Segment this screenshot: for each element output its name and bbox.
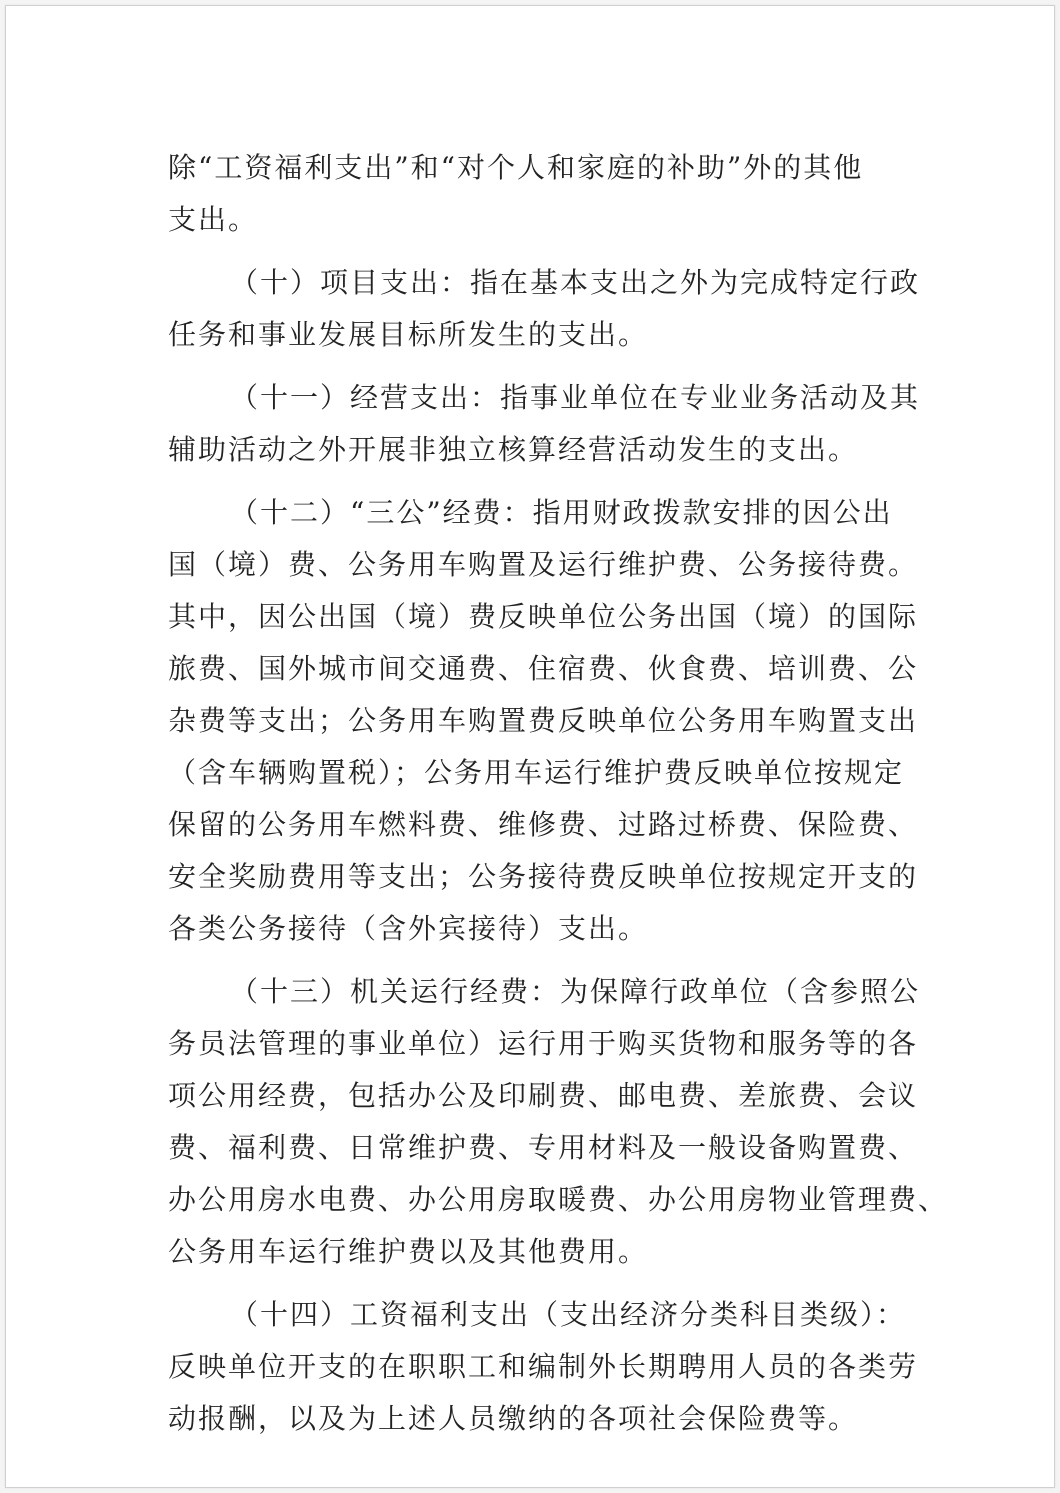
text-line: （十）项目支出：指在基本支出之外为完成特定行政: [230, 266, 921, 299]
paragraph: [168, 966, 949, 1278]
text-line: 反映单位开支的在职职工和编制外长期聘用人员的各类劳: [168, 1350, 919, 1383]
paragraph: [168, 257, 928, 361]
text-line: （十四）工资福利支出（支出经济分类科目类级）：: [230, 1298, 907, 1331]
paragraph: [168, 1289, 928, 1445]
text-line: 动报酬，以及为上述人员缴纳的各项社会保险费等。: [168, 1402, 859, 1435]
paragraph: [168, 142, 928, 246]
paragraph: [168, 372, 928, 476]
text-line: 任务和事业发展目标所发生的支出。: [168, 318, 649, 351]
text-line: （含车辆购置税）；公务用车运行维护费反映单位按规定: [168, 756, 905, 789]
text-line: 辅助活动之外开展非独立核算经营活动发生的支出。: [168, 433, 859, 466]
text-line: （十三）机关运行经费：为保障行政单位（含参照公: [230, 975, 921, 1008]
text-line: 旅费、国外城市间交通费、住宿费、伙食费、培训费、公: [168, 652, 919, 685]
text-line: 公务用车运行维护费以及其他费用。: [168, 1235, 649, 1268]
text-line: 除“工资福利支出”和“对个人和家庭的补助”外的其他: [168, 151, 864, 184]
paragraph: [168, 487, 928, 955]
text-line: 其中，因公出国（境）费反映单位公务出国（境）的国际: [168, 600, 919, 633]
text-line: 安全奖励费用等支出；公务接待费反映单位按规定开支的: [168, 860, 919, 893]
text-line: （十二）“三公”经费：指用财政拨款安排的因公出: [230, 496, 893, 529]
document-page: [5, 5, 1055, 1488]
text-line: （十一）经营支出：指事业单位在专业业务活动及其: [230, 381, 921, 414]
text-line: 费、福利费、日常维护费、专用材料及一般设备购置费、: [168, 1131, 919, 1164]
text-line: 各类公务接待（含外宾接待）支出。: [168, 912, 649, 945]
text-line: 保留的公务用车燃料费、维修费、过路过桥费、保险费、: [168, 808, 919, 841]
text-line: 项公用经费，包括办公及印刷费、邮电费、差旅费、会议: [168, 1079, 919, 1112]
text-line: 办公用房水电费、办公用房取暖费、办公用房物业管理费、: [168, 1183, 949, 1216]
document-body: [168, 142, 949, 1456]
text-line: 务员法管理的事业单位）运行用于购买货物和服务等的各: [168, 1027, 919, 1060]
text-line: 支出。: [168, 203, 259, 236]
text-line: 国（境）费、公务用车购置及运行维护费、公务接待费。: [168, 548, 919, 581]
text-line: 杂费等支出；公务用车购置费反映单位公务用车购置支出: [168, 704, 919, 737]
